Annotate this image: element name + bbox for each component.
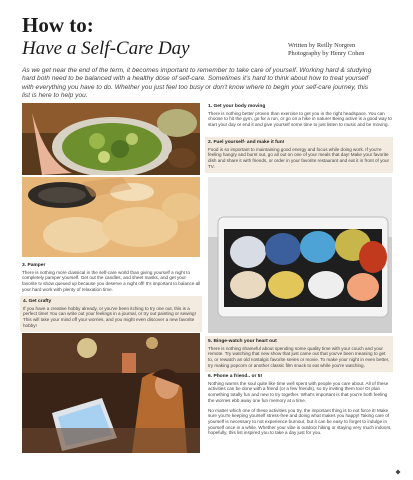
section-pamper: [22, 263, 202, 293]
closing-paragraph: No matter which one of these activities you try, the important thing is to not force it! Make sure you're keeping yourself stress-free and doing what makes you happy! Taking care of yourself is necessary to not experience burnout, but it can be easy to forget to indulge in yourself once in a while. Whether your vibe is outdoor hiking or staying very much indoors, hopefully, this list inspired you to take a day just for you.: [208, 407, 392, 436]
photographer-credit: Photography by Henry Cohen: [288, 50, 365, 57]
dough-photo: [22, 177, 200, 257]
section-body: There is nothing shameful about spending some quality time with your couch and your remote. Try watching that new show that just came out that you've been meaning to get to, or rewatch an old nostalgic favorite series or movie. To make your night in even better, try making popcorn or another classic film snack to eat while you're watching.: [208, 345, 390, 368]
section-body: There is nothing more classical in the self-care world than giving yourself a night to completely pamper yourself. Get out the candles, and sheet masks, and get your favorite tv show queued up because you deserve a night off! It's important to balance all your hard work with plenty of relaxation time.: [22, 269, 201, 292]
section-body: Food is so important to maintaining good energy and focus while doing work. If you're feeling hangry and burnt out, go all out on one of your meals that day! Make your favorite dish and share it with friends, or order in your favorite restaurant and eat it in front of your TV.: [208, 146, 390, 169]
section-heading: 2. Fuel yourself- and make it fun!: [208, 140, 285, 145]
section-body: There is nothing better proven than exercise to get you in the right headspace. You can choose to hit the gym, go for a run, or go on a hike in nature! Being active is a good way to start your day or end it and give yourself some time to just listen to music and be moving.: [208, 110, 392, 128]
intro-paragraph: As we get near the end of the term, it becomes important to remember to take care of yourself. Working hard & studying hard both need to be balanced with a healthy dose of self-care. Sometimes it's hard to think about how to treat yourself with everything you have to do. Whether you just feel too busy or don't know where to begin your self-care journey, this list is here to help you.: [22, 67, 372, 99]
section-get-crafty: [20, 296, 202, 332]
end-mark-icon: [395, 462, 401, 468]
writer-credit: Written by Reilly Norgren: [288, 42, 356, 49]
section-heading: 3. Pamper: [22, 263, 46, 268]
page-title: How to:: [22, 13, 94, 37]
laptop-reading-photo: [22, 333, 200, 453]
page-subtitle: Have a Self-Care Day: [22, 38, 190, 59]
section-heading: 6. Phone a friend.. or 5!: [208, 374, 263, 379]
section-heading: 1. Get your body moving: [208, 104, 266, 109]
section-body: Nothing warms the soul quite like time well spent with people you care about. All of these activities can be done with a friend (or a few friends), so try inviting them too! Or plan something totally fun and new to try together. What's important is that you're both feeling the worries ebb away one fun memory at a time.: [208, 380, 389, 403]
food-photo: [22, 103, 200, 175]
section-body: If you have a creative hobby already, or you've been itching to try one out, this is a perfect time! You can write out your feelings in a journal, or try out painting or sewing! This will take your mind off your worries, and you might even discover a new favorite hobby!: [23, 305, 196, 328]
section-heading: 5. Binge-watch your heart out: [208, 339, 277, 344]
thread-spools-photo: [208, 177, 392, 333]
section-binge-watch: [205, 336, 393, 372]
byline: [288, 42, 398, 58]
section-phone-a-friend: [208, 374, 392, 436]
section-fuel-yourself: [205, 137, 393, 173]
section-heading: 4. Get crafty: [23, 299, 52, 304]
section-get-body-moving: [208, 104, 392, 128]
